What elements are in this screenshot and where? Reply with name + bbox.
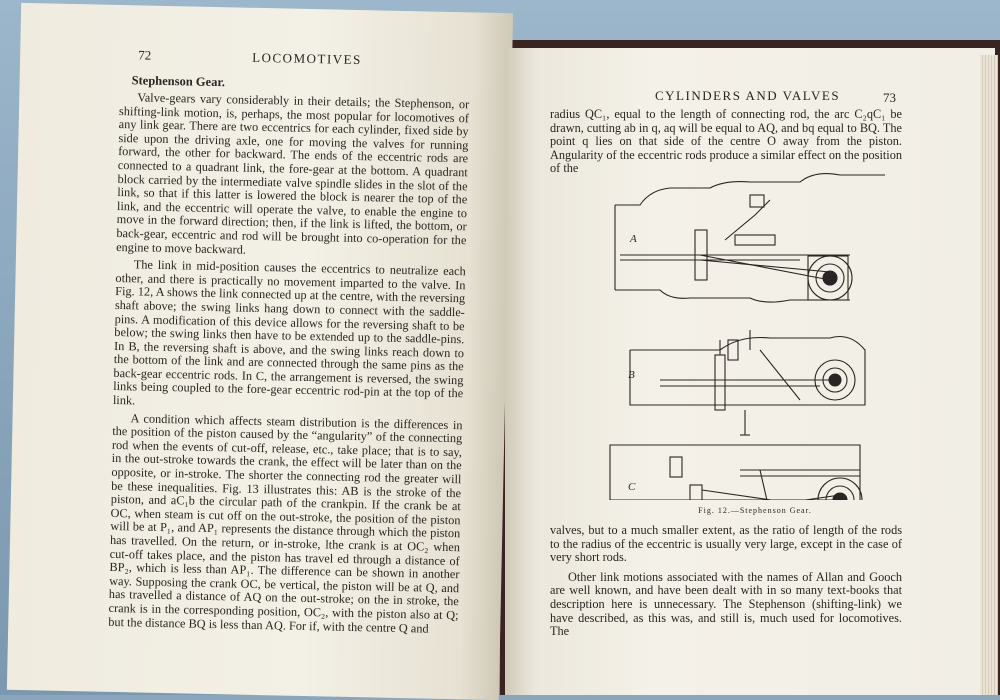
- left-body-text: [108, 91, 469, 636]
- left-running-head: LOCOMOTIVES: [252, 49, 362, 68]
- paragraph: Valve-gears vary considerably in their details; the Stephenson, or shifting-link motion, is, perhaps, the most popular for locomotives of any link gear. There are two eccentrics for each cylinder, fixed side by side upon the driving axle, one for moving the valves for running forward, the other for backward. The ends of the eccentric rods are connected to a quadrant link, the fore-gear at the bottom. A quadrant block carried by the intermediate valve spindle slides in the slot of the link, so that if this latter is lowered the block is nearer the top of the link, and the eccentric will operate the valve, to enable the engine to move in the forward direction; then, if the link is lifted, the bottom, or back-gear, eccentric and rod will be brought into co-operation for the engine to move backward.: [116, 90, 470, 257]
- stephenson-gear-figure: [600, 160, 900, 500]
- paragraph: The link in mid-position causes the eccentrics to neutralize each other, and there is practically no movement imparted to the valve. In Fig. 12, A shows the link connected up at the centre, with the reversing shaft above; the swing links hang down to connect with the saddle-pins. A modification of this device allows for the reversing shaft to be below; the swing links then have to be extended up to the saddle-pins. In B, the reversing shaft is above, and the swing links reach down to the bottom of the link and are connected through the same pins as the back-gear eccentric rods. In C, the arrangement is reversed, the swing links being coupled to the fore-gear eccentric rod-pin at the top of the link.: [112, 257, 466, 408]
- figure-label-c: C: [628, 481, 636, 493]
- paragraph: valves, but to a much smaller extent, as the ratio of length of the rods to the radius of the eccentric is usually very large, except in the case of very short rods.: [550, 523, 902, 565]
- right-page: [505, 48, 995, 695]
- left-page: [7, 3, 513, 700]
- paragraph: Other link motions associated with the names of Allan and Gooch are well known, and have been dealt with in so many text-books that description here is unnecessary. The Stephenson (shifting-link) we have described, as this was, and still is, much used for locomotives. The: [550, 569, 902, 639]
- right-page-number: 73: [883, 90, 896, 105]
- page-stack-edge: [980, 55, 998, 695]
- section-title: Stephenson Gear.: [131, 73, 226, 90]
- right-running-head: CYLINDERS AND VALVES: [655, 88, 841, 103]
- diagram-b: [630, 330, 865, 435]
- right-bottom-text: [550, 524, 902, 639]
- figure-label-a: A: [630, 233, 637, 245]
- diagram-a: [615, 174, 885, 303]
- paragraph: A condition which affects steam distribution is the differences in the position of the piston caused by the “angularity” of the connecting rod when the events of cut-off, release, etc., take place; that is to say, in the out-stroke towards the crank, the effect will be later than on the opposite, or in-stroke. The shorter the connecting rod the greater will be these inequalities. Fig. 13 illustrates this: AB is the stroke of the piston, and aC₁b the circular path of the crankpin. If the crank be at OC, when steam is cut off on the out-stroke, the position of the piston will be at P₁, and AP₁ represents the distance through which the piston has travelled. On the return, or in-stroke, lthe crank is at OC₂ when cut-off takes place, and the piston has travel ed through a distance of BP₂, which is less than AP₁. The difference can be shown in another way. Supposing the crank OC, be vertical, the piston will be at Q, and has travelled a distance of AQ on the out-stroke; on the in stroke, the crank is in the corresponding position, OC₂, with the piston also at Q; but the distance BQ is less than AQ. For if, with the centre Q and: [108, 410, 463, 636]
- figure-caption: Fig. 12.—Stephenson Gear.: [698, 506, 812, 515]
- figure-label-b: B: [628, 369, 635, 381]
- diagram-c: [610, 445, 862, 500]
- left-page-number: 72: [138, 47, 152, 63]
- paragraph: radius QC₁, equal to the length of connecting rod, the arc C₂qC₁ be drawn, cutting ab in q, aq will be equal to AQ, and bq equal to BQ. The point q lies on that side of the centre O away from the piston. Angularity of the eccentric rods produce a similar effect on the position of the: [550, 107, 902, 176]
